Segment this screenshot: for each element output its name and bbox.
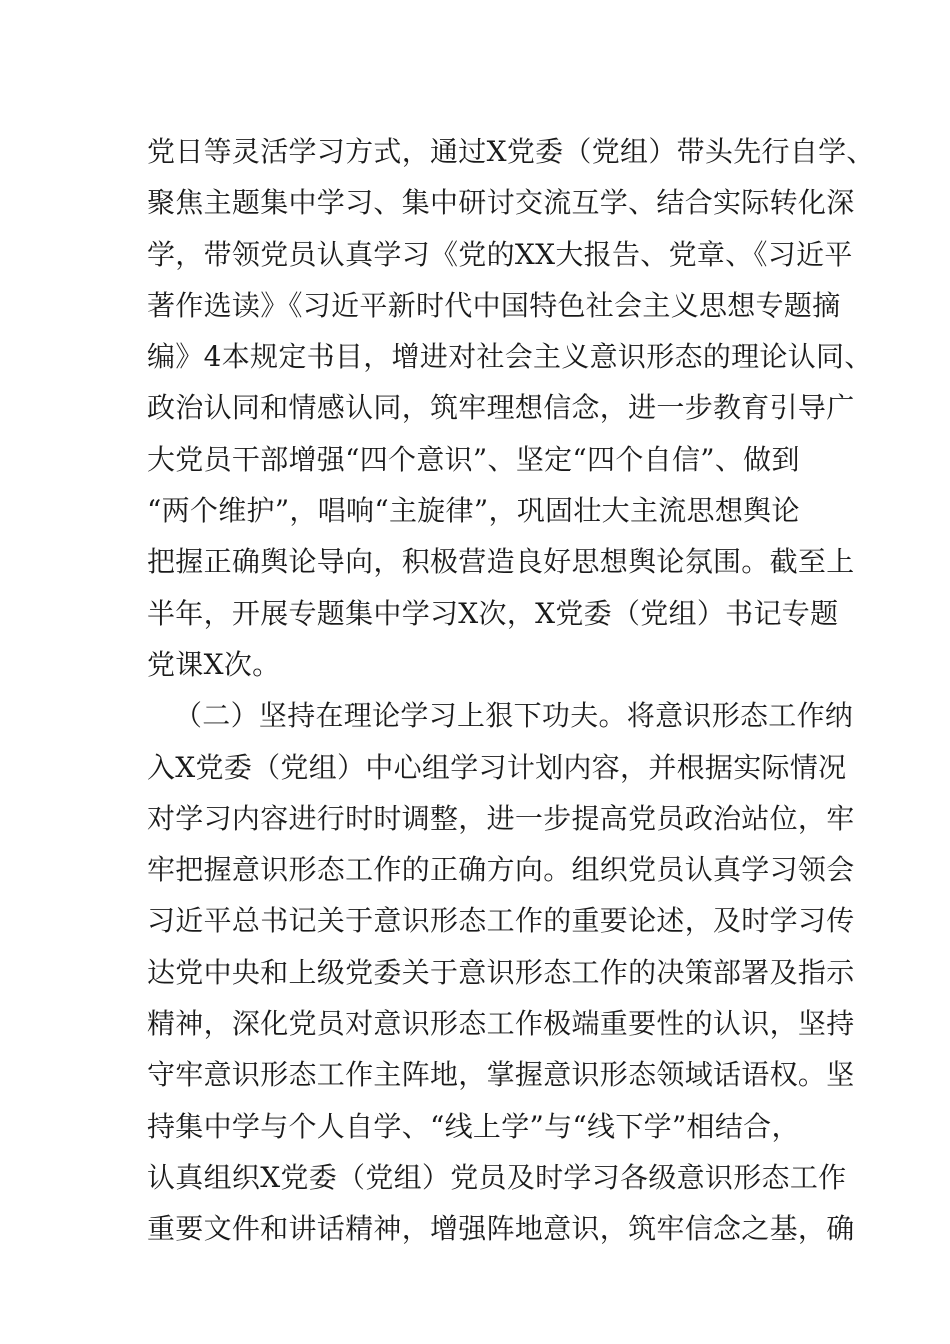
text-line: 守牢意识形态工作主阵地，掌握意识形态领域话语权。坚 (147, 1058, 855, 1092)
text-line: 习近平总书记关于意识形态工作的重要论述，及时学习传 (147, 904, 855, 938)
body-text (147, 126, 875, 1255)
text-line: 党日等灵活学习方式，通过X党委（党组）带头先行自学、 (147, 135, 875, 168)
text-line: 半年，开展专题集中学习X次，X党委（党组）书记专题 (147, 596, 839, 630)
text-line: 精神，深化党员对意识形态工作极端重要性的认识，坚持 (147, 1007, 855, 1041)
text-line: 政治认同和情感认同，筑牢理想信念，进一步教育引导广 (147, 391, 855, 425)
text-line: 达党中央和上级党委关于意识形态工作的决策部署及指示 (147, 955, 855, 989)
text-line: 对学习内容进行时时调整，进一步提高党员政治站位，牢 (147, 801, 855, 835)
text-line: “两个维护”，唱响“主旋律”，巩固壮大主流思想舆论 (147, 494, 800, 528)
text-line: 持集中学与个人自学、“线上学”与“线下学”相结合， (147, 1109, 800, 1143)
text-line: 党课X次。 (147, 647, 281, 681)
text-line: 著作选读》《习近平新时代中国特色社会主义思想专题摘 (147, 288, 841, 322)
text-line: 认真组织X党委（党组）党员及时学习各级意识形态工作 (147, 1160, 847, 1194)
text-line: 学，带领党员认真学习《党的XX大报告、党章、《习近平 (147, 237, 853, 271)
text-line: 把握正确舆论导向，积极营造良好思想舆论氛围。截至上 (147, 545, 855, 579)
text-line: 编》4本规定书目，增进对社会主义意识形态的理论认同、 (147, 340, 873, 374)
text-line: 入X党委（党组）中心组学习计划内容，并根据实际情况 (147, 750, 847, 784)
text-line: 重要文件和讲话精神，增强阵地意识，筑牢信念之基，确 (147, 1212, 855, 1246)
text-line: 聚焦主题集中学习、集中研讨交流互学、结合实际转化深 (147, 186, 855, 220)
text-line: 牢把握意识形态工作的正确方向。组织党员认真学习领会 (147, 853, 855, 887)
text-line: 大党员干部增强“四个意识”、坚定“四个自信”、做到 (147, 442, 800, 476)
section-heading-line: （二）坚持在理论学习上狠下功夫。将意识形态工作纳 (174, 699, 854, 733)
